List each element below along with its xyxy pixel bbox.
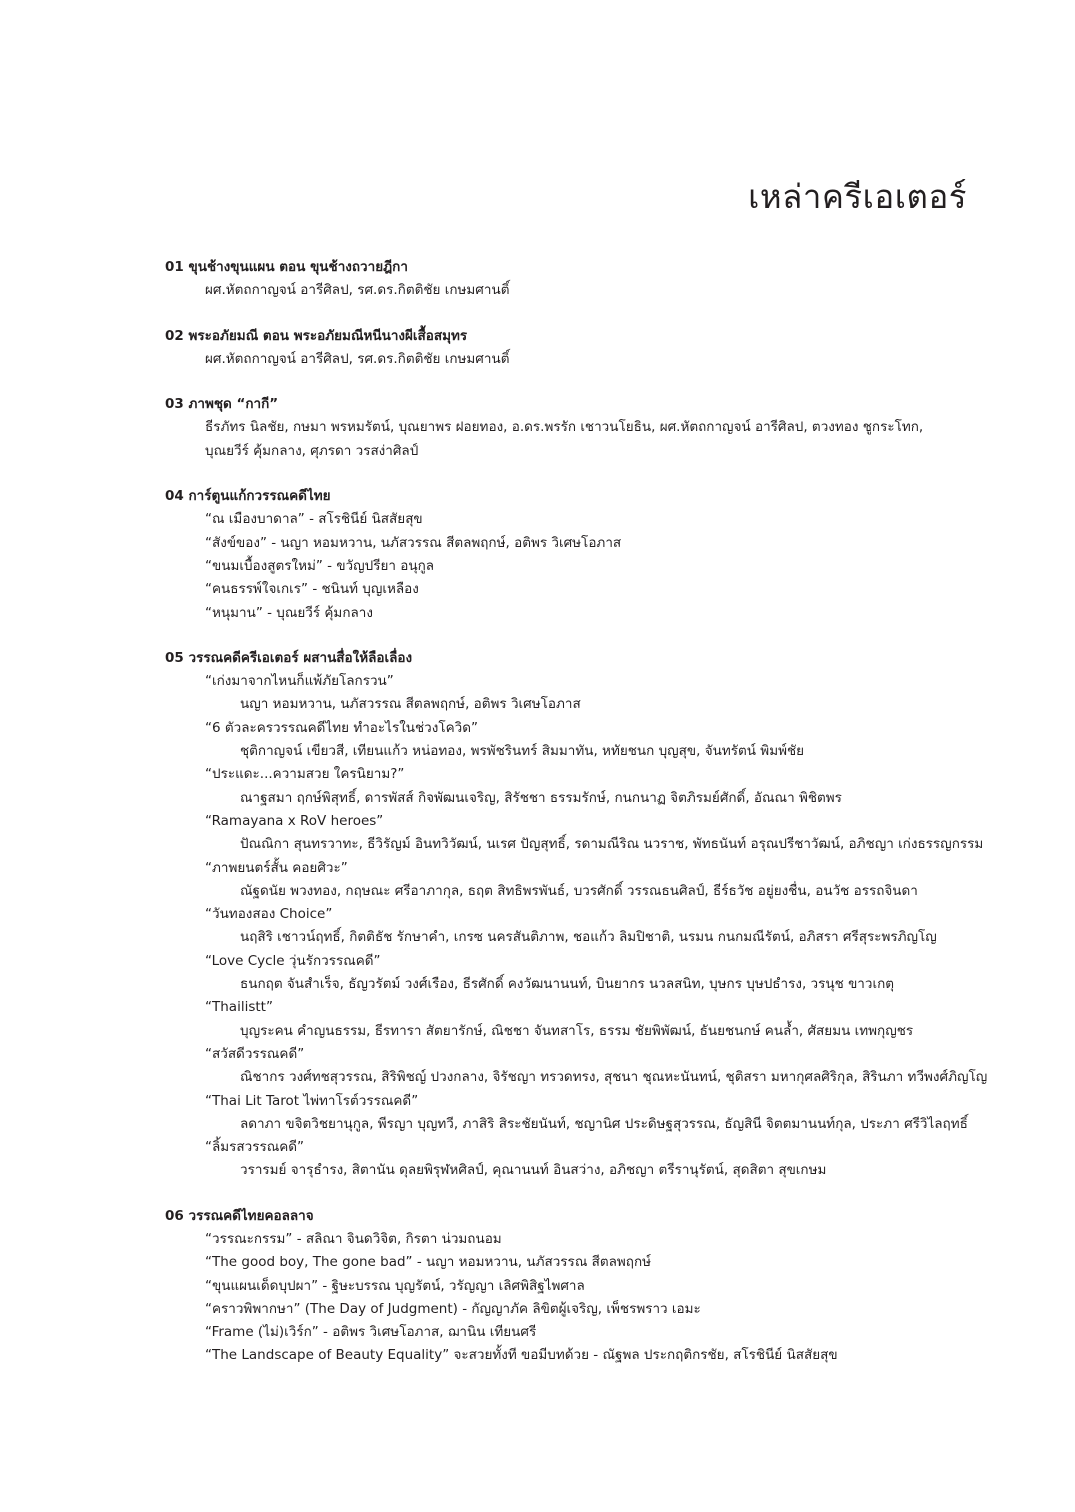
section-credit: ผศ.หัตถกาญจน์ อารีศิลป, รศ.ดร.กิตติชัย เกษมศานติ์: [205, 282, 510, 299]
list-item: “ณ เมืองบาดาล” - สโรชินีย์ นิสสัยสุข: [205, 511, 423, 528]
work-title: “Thailistt”: [205, 999, 273, 1016]
creators-list: [165, 256, 995, 1390]
section-credit-line: ธีรภัทร นิลชัย, กษมา พรหมรัตน์, บุณยาพร ฝอยทอง, อ.ดร.พรรัก เชาวนโยธิน, ผศ.หัตถกาญจน์ อารีศิลป, ตวงทอง ชูกระโทก,: [205, 419, 924, 436]
work-title: “วันทองสอง Choice”: [205, 906, 333, 923]
section-title: 02 พระอภัยมณี ตอน พระอภัยมณีหนีนางผีเสื้อสมุทร: [165, 327, 468, 344]
section-title: 03 ภาพชุด “กากี”: [165, 396, 279, 413]
section-01: [165, 256, 995, 303]
list-item: “หนุมาน” - บุณยวีร์ คุ้มกลาง: [205, 604, 373, 621]
work-credit: ณาฐสมา ฤกษ์พิสุทธิ์, ดารพัสส์ กิจพัฒนเจริญ, สิรัชชา ธรรมรักษ์, กนกนาฏ จิตภิรมย์ศักดิ์, อัณณา พิชิตพร: [240, 789, 842, 806]
work-title: “ลิ้มรสวรรณคดี”: [205, 1139, 305, 1156]
list-item: “ขนมเบื้องสูตรใหม่” - ขวัญปรียา อนุกูล: [205, 557, 435, 574]
section-credit: ผศ.หัตถกาญจน์ อารีศิลป, รศ.ดร.กิตติชัย เกษมศานติ์: [205, 350, 510, 367]
work-credit: วรารมย์ จารุธำรง, สิตานัน ดุลยพิรุฬหศิลป์, คุณานนท์ อินสว่าง, อภิชญา ตรีรานุรัตน์, สุดสิตา สุขเกษม: [240, 1162, 827, 1179]
list-item: “The Landscape of Beauty Equality” จะสวยทั้งที ขอมีบทด้วย - ณัฐพล ประกฤติกรชัย, สโรชินีย์ นิสสัยสุข: [205, 1347, 838, 1364]
section-04: [165, 485, 995, 625]
work-title: “ประแดะ...ความสวย ใครนิยาม?”: [205, 766, 405, 783]
work-credit: ปัณณิกา สุนทรวาทะ, ธีวิรัญม์ อินทวิวัฒน์, นเรศ ปัญสุทธิ์, รดามณีริณ นวราช, พัทธนันท์ อรุณปรีชาวัฒน์, อภิชญา เก่งธรรญกรรม: [240, 836, 984, 853]
list-item: “The good boy, The gone bad” - นญา หอมหวาน, นภัสวรรณ สีตลพฤกษ์: [205, 1254, 652, 1271]
work-title: “Thai Lit Tarot ไพ่ทาโรต์วรรณคดี”: [205, 1092, 419, 1109]
work-title: “6 ตัวละครวรรณคดีไทย ทำอะไรในช่วงโควิด”: [205, 719, 478, 736]
section-title: 05 วรรณคดีครีเอเตอร์ ผสานสื่อให้ลือเลื่อง: [165, 649, 413, 666]
section-title: 01 ขุนช้างขุนแผน ตอน ขุนช้างถวายฎีกา: [165, 259, 408, 275]
list-item: “Frame (ไม่)เวิร์ก” - อติพร วิเศษโอภาส, ฌานิน เทียนศรี: [205, 1324, 537, 1341]
work-credit: ธนกฤต จันสำเร็จ, ธัญวรัตม์ วงศ์เรือง, ธีรศักดิ์ คงวัฒนานนท์, บินยากร นวลสนิท, บุษกร บุษปธำรง, วรนุช ขาวเกตุ: [240, 976, 895, 993]
section-05: [165, 647, 995, 1183]
work-credit: บุญระคน คำญนธรรม, ธีรทารา สัตยารักษ์, ณิชชา จันทสาโร, ธรรม ชัยพิพัฒน์, ธันยชนกษ์ คนล้ำ, ศัสยมน เทพกุญชร: [240, 1022, 914, 1039]
work-credit: นญา หอมหวาน, นภัสวรรณ สีตลพฤกษ์, อติพร วิเศษโอภาส: [240, 696, 581, 713]
section-credit-line: บุณยวีร์ คุ้มกลาง, ศุภรดา วรสง่าศิลป์: [205, 442, 419, 459]
list-item: “คนธรรพ์ใจเกเร” - ชนินท์ บุญเหลือง: [205, 581, 419, 598]
list-item: “ขุนแผนเด็ดบุปผา” - ฐิษะบรรณ บุญรัตน์, วรัญญา เลิศพิสิฐไพศาล: [205, 1277, 585, 1294]
work-credit: ลดาภา ขจิตวิชยานุกูล, พีรญา บุญทวี, ภาสิริ สิระชัยนันท์, ชญานิศ ประดิษฐสุวรรณ, ธัญสินี จิตตมานนท์กุล, ประภา ศรีวิไลฤทธิ์: [240, 1115, 968, 1132]
work-title: “เก่งมาจากไหนก็แพ้ภัยโลกรวน”: [205, 673, 394, 690]
section-06: [165, 1205, 995, 1368]
work-credit: นฤสิริ เชาวน์ฤทธิ์, กิตติธัช รักษาคำ, เกรซ นครสันติภาพ, ชอแก้ว ลิมปิชาติ, นรมน กนกมณีรัตน์, อภิสรา ศรีสุระพรภิญโญ: [240, 929, 937, 946]
work-title: “Love Cycle วุ่นรักวรรณคดี”: [205, 952, 381, 969]
work-credit: ณิชากร วงศ์ทชสุวรรณ, สิริพิชญ์ ปวงกลาง, จิรัชญา ทรวดทรง, สุชนา ชุณหะนันทน์, ชุติสรา มหากุศลศิริกุล, สิรินภา ทวีพงศ์ภิญโญ: [240, 1069, 988, 1086]
section-title: 06 วรรณคดีไทยคอลลาจ: [165, 1207, 314, 1224]
list-item: “สังข์ของ” - นญา หอมหวาน, นภัสวรรณ สีตลพฤกษ์, อติพร วิเศษโอภาส: [205, 534, 622, 551]
list-item: “วรรณะกรรม” - สลิณา จินดวิจิต, กิรตา น่วมถนอม: [205, 1230, 502, 1247]
work-credit: ชุติกาญจน์ เขียวสี, เทียนแก้ว หน่อทอง, พรพัชรินทร์ สิมมาทัน, หทัยชนก บุญสุข, จันทรัตน์ พิมพ์ชัย: [240, 743, 805, 760]
work-title: “ภาพยนตร์สั้น คอยศิวะ”: [205, 859, 348, 876]
section-title: 04 การ์ตูนแก้กวรรณคดีไทย: [165, 488, 331, 505]
section-02: [165, 325, 995, 372]
work-title: “สวัสดีวรรณคดี”: [205, 1045, 305, 1062]
work-title: “Ramayana x RoV heroes”: [205, 812, 384, 829]
list-item: “คราวพิพากษา” (The Day of Judgment) - กัญญาภัค ลิขิตผู้เจริญ, เพ็ชรพราว เอมะ: [205, 1300, 701, 1317]
page-title: เหล่าครีเอเตอร์: [748, 177, 967, 216]
section-03: [165, 393, 995, 463]
work-credit: ณัฐดนัย พวงทอง, กฤษณะ ศรีอาภากุล, ธฤต สิทธิพรพันธ์, บวรศักดิ์ วรรณธนศิลป์, ธีร์ธวัช อยู่ยงชื่น, อนวัช อรรถจินดา: [240, 882, 918, 899]
